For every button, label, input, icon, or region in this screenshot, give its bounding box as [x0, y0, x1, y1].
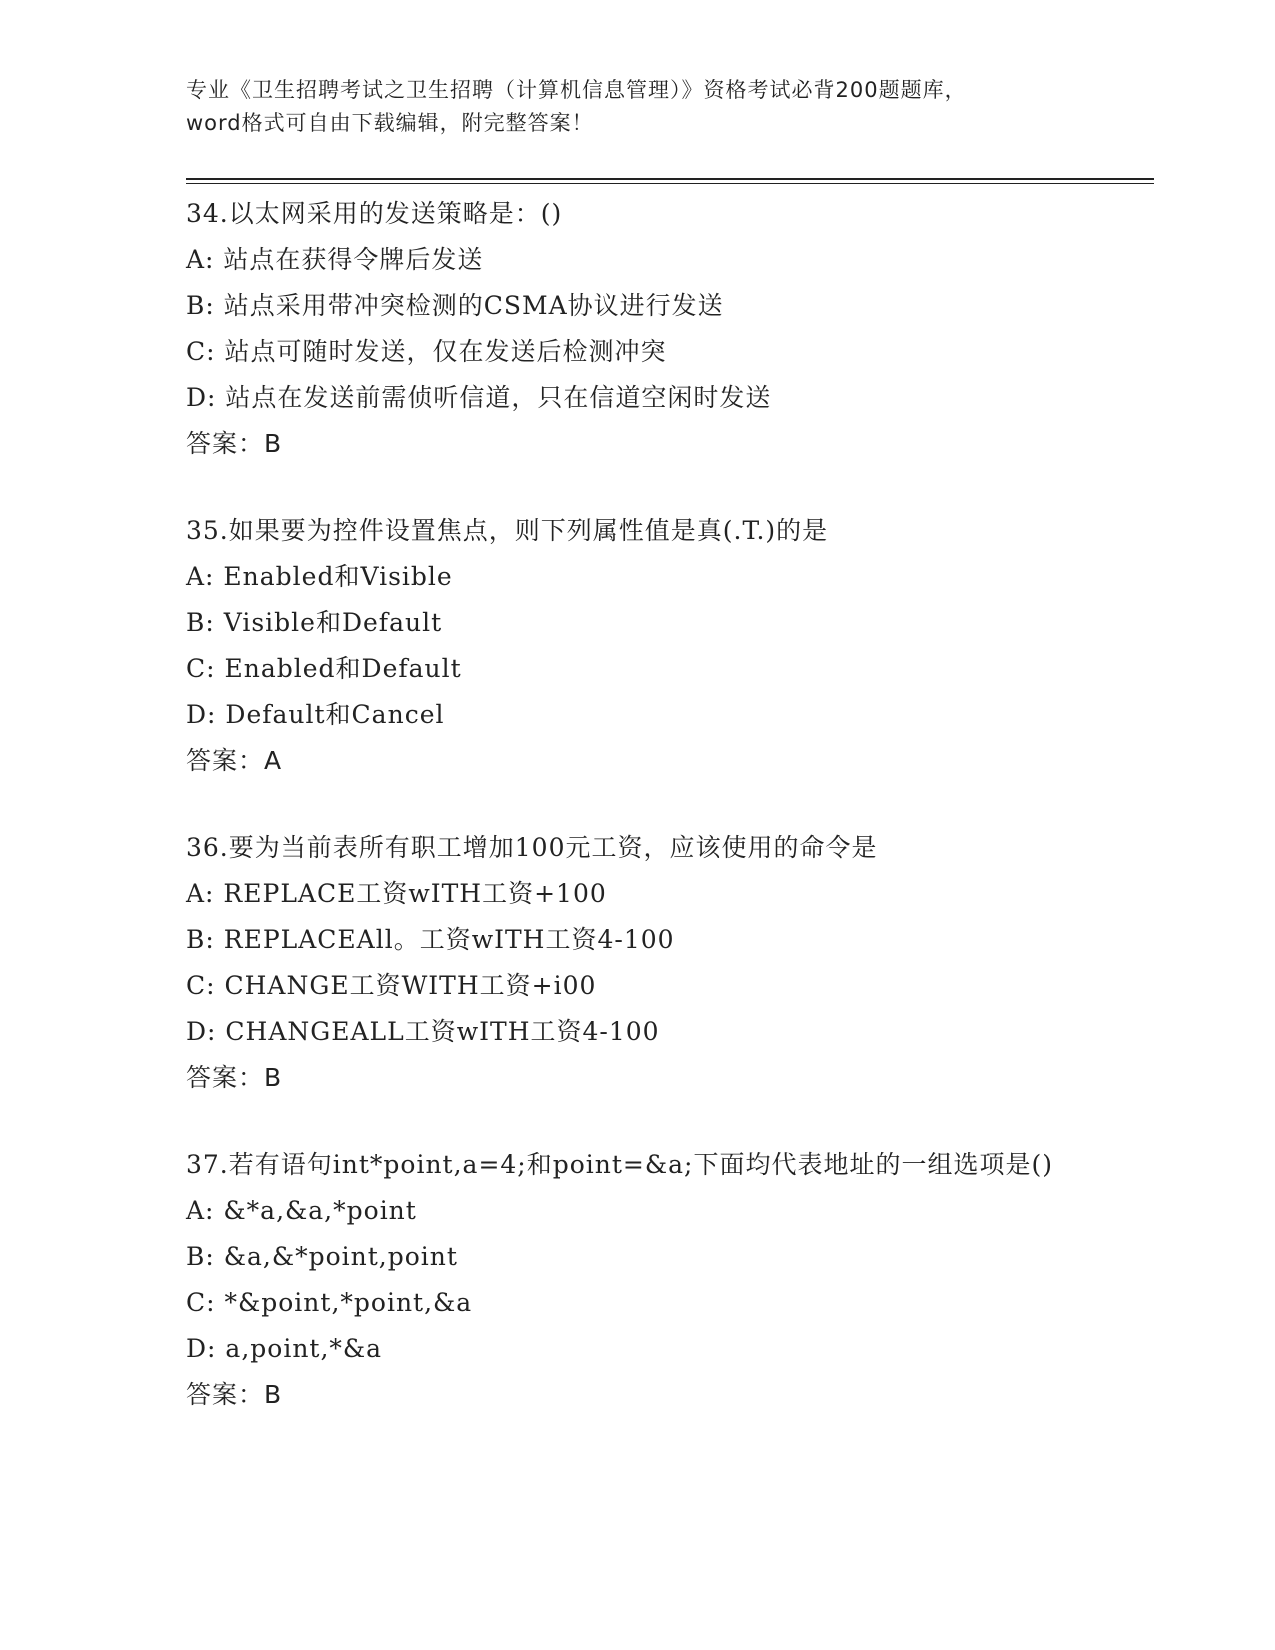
answer-text: 答案：A	[186, 746, 283, 775]
option-b: B: 站点采用带冲突检测的CSMA协议进行发送	[186, 291, 724, 320]
answer-text: 答案：B	[186, 1380, 283, 1409]
question-stem: 34.以太网采用的发送策略是：()	[186, 199, 563, 228]
header-line-2: word格式可自由下载编辑，附完整答案！	[186, 111, 594, 135]
header-divider-thick	[186, 178, 1154, 180]
option-b: B: &a,&*point,point	[186, 1242, 458, 1271]
option-b: B: Visible和Default	[186, 608, 443, 637]
question-35	[186, 508, 1086, 784]
option-d: D: Default和Cancel	[186, 700, 445, 729]
option-a: A: &*a,&a,*point	[186, 1196, 417, 1225]
option-d: D: 站点在发送前需侦听信道，只在信道空闲时发送	[186, 383, 772, 412]
option-a: A: 站点在获得令牌后发送	[186, 245, 484, 274]
option-d: D: a,point,*&a	[186, 1334, 383, 1363]
option-a: A: Enabled和Visible	[186, 562, 453, 591]
question-list	[186, 191, 1086, 1459]
answer-text: 答案：B	[186, 429, 283, 458]
option-c: C: Enabled和Default	[186, 654, 462, 683]
question-34	[186, 191, 1086, 467]
question-36	[186, 825, 1086, 1101]
question-stem: 35.如果要为控件设置焦点，则下列属性值是真(.T.)的是	[186, 516, 829, 545]
option-c: C: CHANGE工资WITH工资+i00	[186, 971, 597, 1000]
answer-text: 答案：B	[186, 1063, 283, 1092]
document-header	[186, 74, 1086, 140]
option-c: C: 站点可随时发送，仅在发送后检测冲突	[186, 337, 667, 366]
option-b: B: REPLACEAll。工资wITH工资4-100	[186, 925, 675, 954]
option-a: A: REPLACE工资wITH工资+100	[186, 879, 607, 908]
option-d: D: CHANGEALL工资wITH工资4-100	[186, 1017, 660, 1046]
question-stem: 37.若有语句int*point,a=4;和point=&a;下面均代表地址的一组选项是()	[186, 1150, 1053, 1179]
header-line-1: 专业《卫生招聘考试之卫生招聘（计算机信息管理）》资格考试必背200题题库，	[186, 78, 967, 102]
option-c: C: *&point,*point,&a	[186, 1288, 473, 1317]
header-divider-thin	[186, 183, 1154, 184]
question-37	[186, 1142, 1086, 1418]
question-stem: 36.要为当前表所有职工增加100元工资，应该使用的命令是	[186, 833, 878, 862]
